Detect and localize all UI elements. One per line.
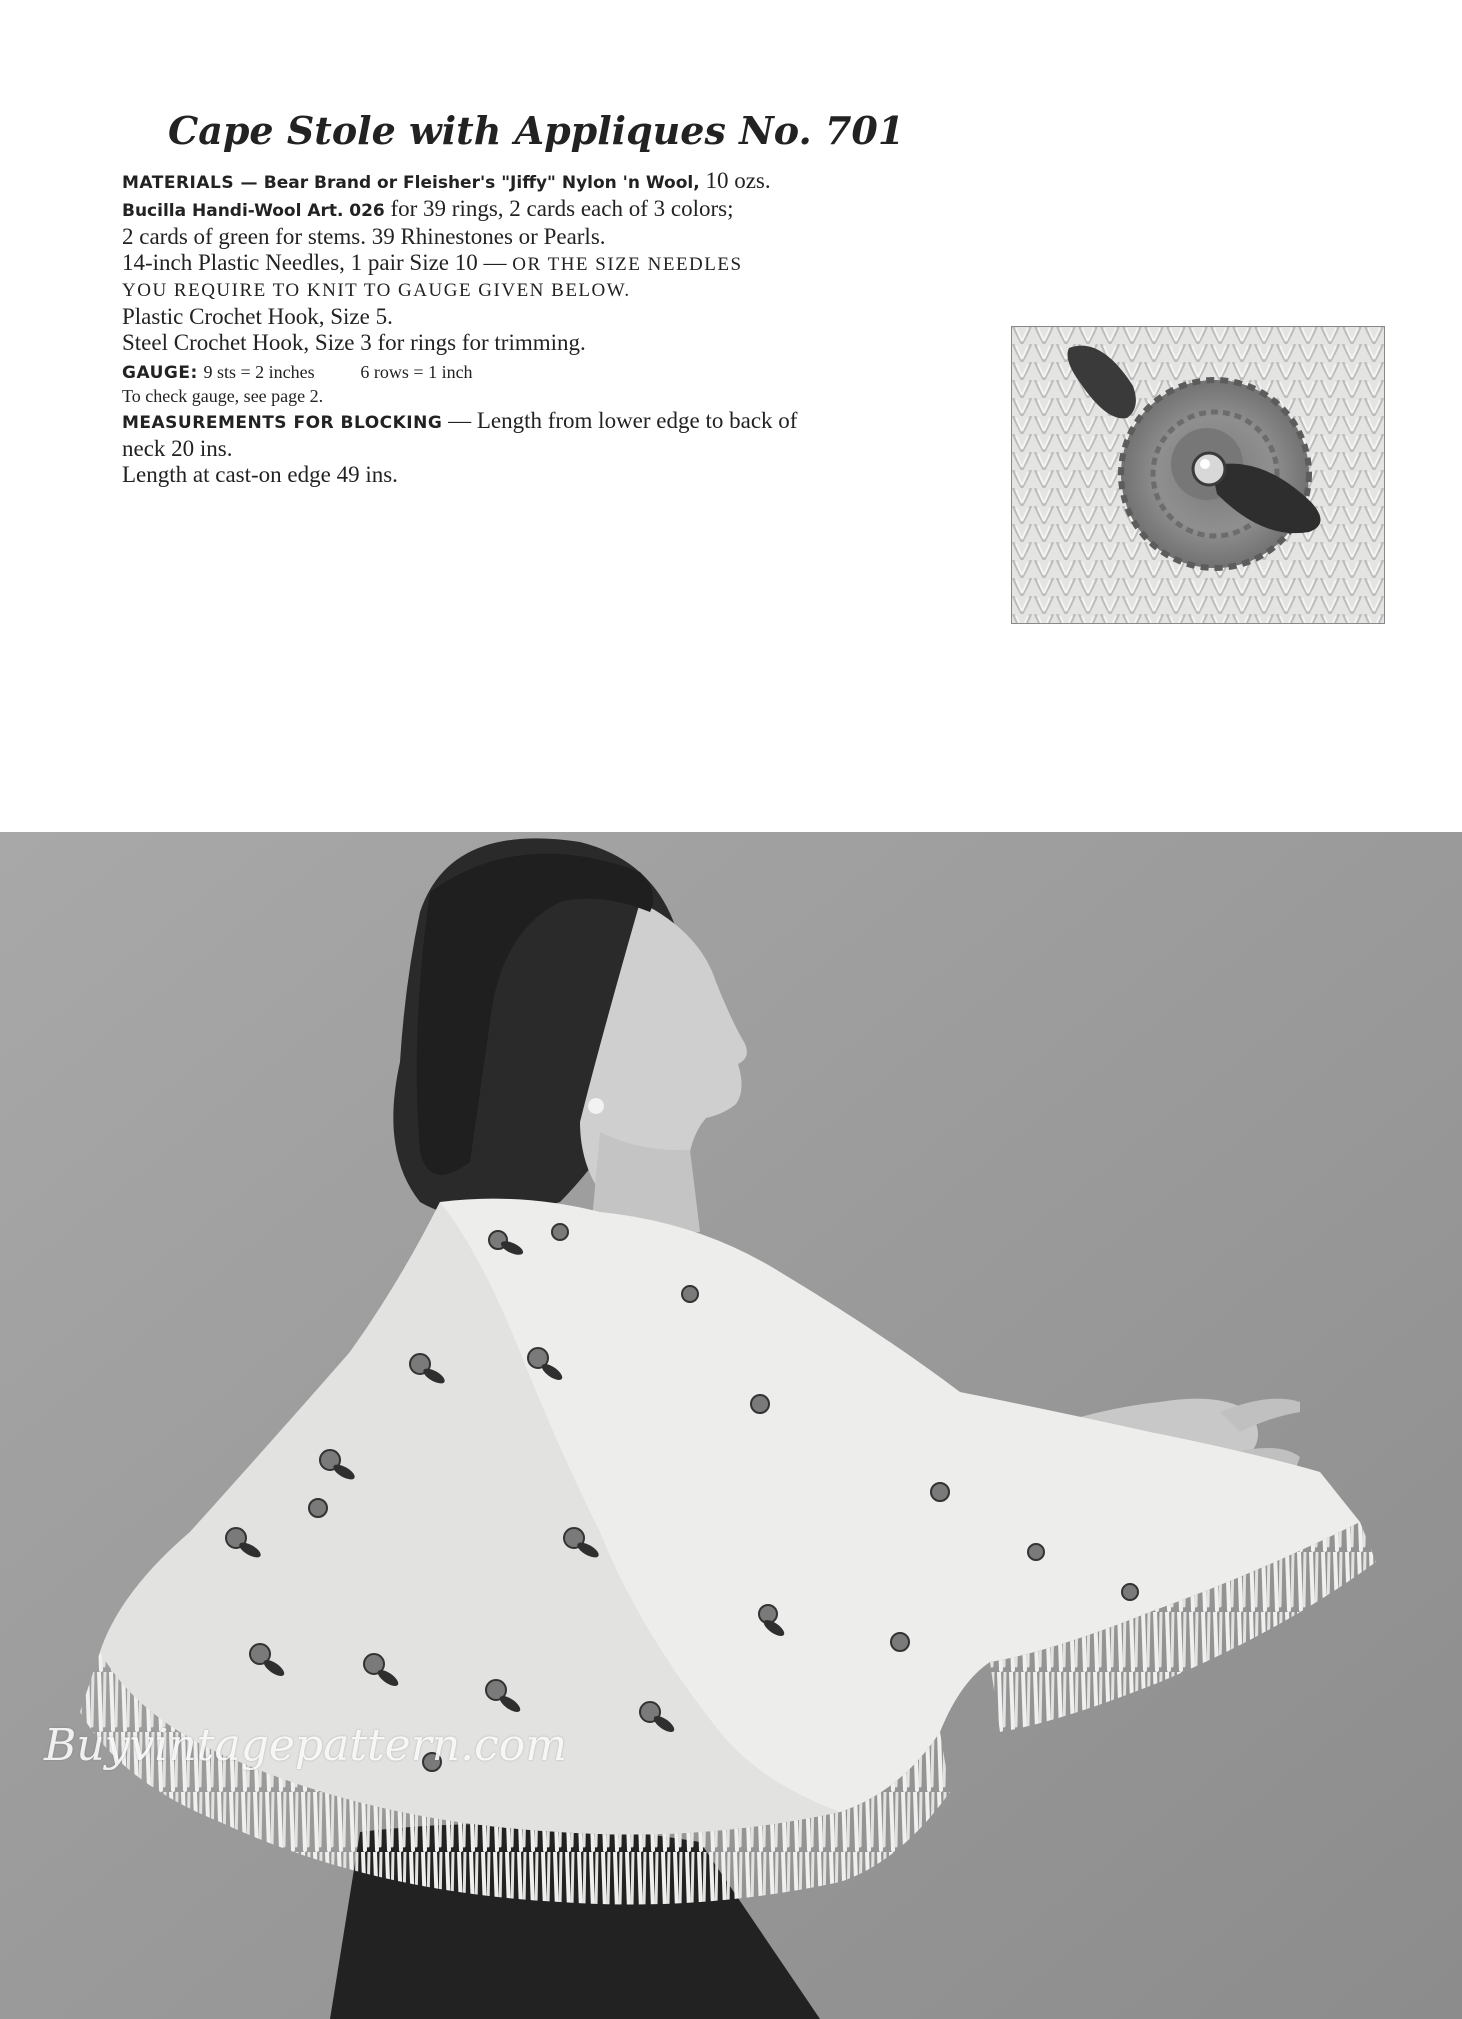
- measurements-length: — Length from lower edge to back of: [448, 408, 798, 433]
- materials-yarn: Bear Brand or Fleisher's "Jiffy" Nylon 'n Wool,: [263, 173, 700, 193]
- materials-needles-note: OR THE SIZE NEEDLES: [512, 254, 743, 275]
- materials-line-4: [122, 250, 922, 278]
- applique-detail-image: [1011, 326, 1385, 624]
- pattern-instructions: [122, 168, 922, 488]
- materials-line-2: [122, 196, 922, 224]
- gauge-label: GAUGE:: [122, 363, 198, 383]
- watermark: Buyvintagepattern.com: [44, 1720, 567, 1771]
- measurements-line-3: Length at cast-on edge 49 ins.: [122, 462, 398, 487]
- materials-line-6: Plastic Crochet Hook, Size 5.: [122, 304, 393, 329]
- gauge-line: [122, 358, 922, 386]
- measurements-line-2: neck 20 ins.: [122, 436, 233, 461]
- materials-art-number: 026: [349, 201, 385, 221]
- model-photo: [0, 832, 1462, 2019]
- materials-line-1: [122, 168, 922, 196]
- measurements-line-1: [122, 408, 922, 436]
- gauge-rows: 6 rows = 1 inch: [360, 362, 473, 382]
- page-title: Cape Stole with Appliques No. 701: [168, 108, 905, 153]
- materials-label: MATERIALS —: [122, 173, 259, 193]
- materials-needles: 14-inch Plastic Needles, 1 pair Size 10 —: [122, 250, 507, 275]
- gauge-note: To check gauge, see page 2.: [122, 386, 324, 406]
- materials-line-7: Steel Crochet Hook, Size 3 for rings for trimming.: [122, 330, 586, 355]
- gauge-sts: 9 sts = 2 inches: [203, 362, 315, 382]
- applique-detail-photo: [1011, 326, 1385, 624]
- materials-handiwool: Bucilla Handi-Wool Art.: [122, 201, 344, 221]
- materials-line-5: YOU REQUIRE TO KNIT TO GAUGE GIVEN BELOW.: [122, 280, 631, 301]
- materials-rings: for 39 rings, 2 cards each of 3 colors;: [390, 196, 734, 221]
- materials-line-3: 2 cards of green for stems. 39 Rhinestones or Pearls.: [122, 224, 606, 249]
- model-wearing-stole-image: [0, 832, 1462, 2019]
- materials-yarn-qty: 10 ozs.: [705, 168, 771, 193]
- measurements-label: MEASUREMENTS FOR BLOCKING: [122, 413, 443, 433]
